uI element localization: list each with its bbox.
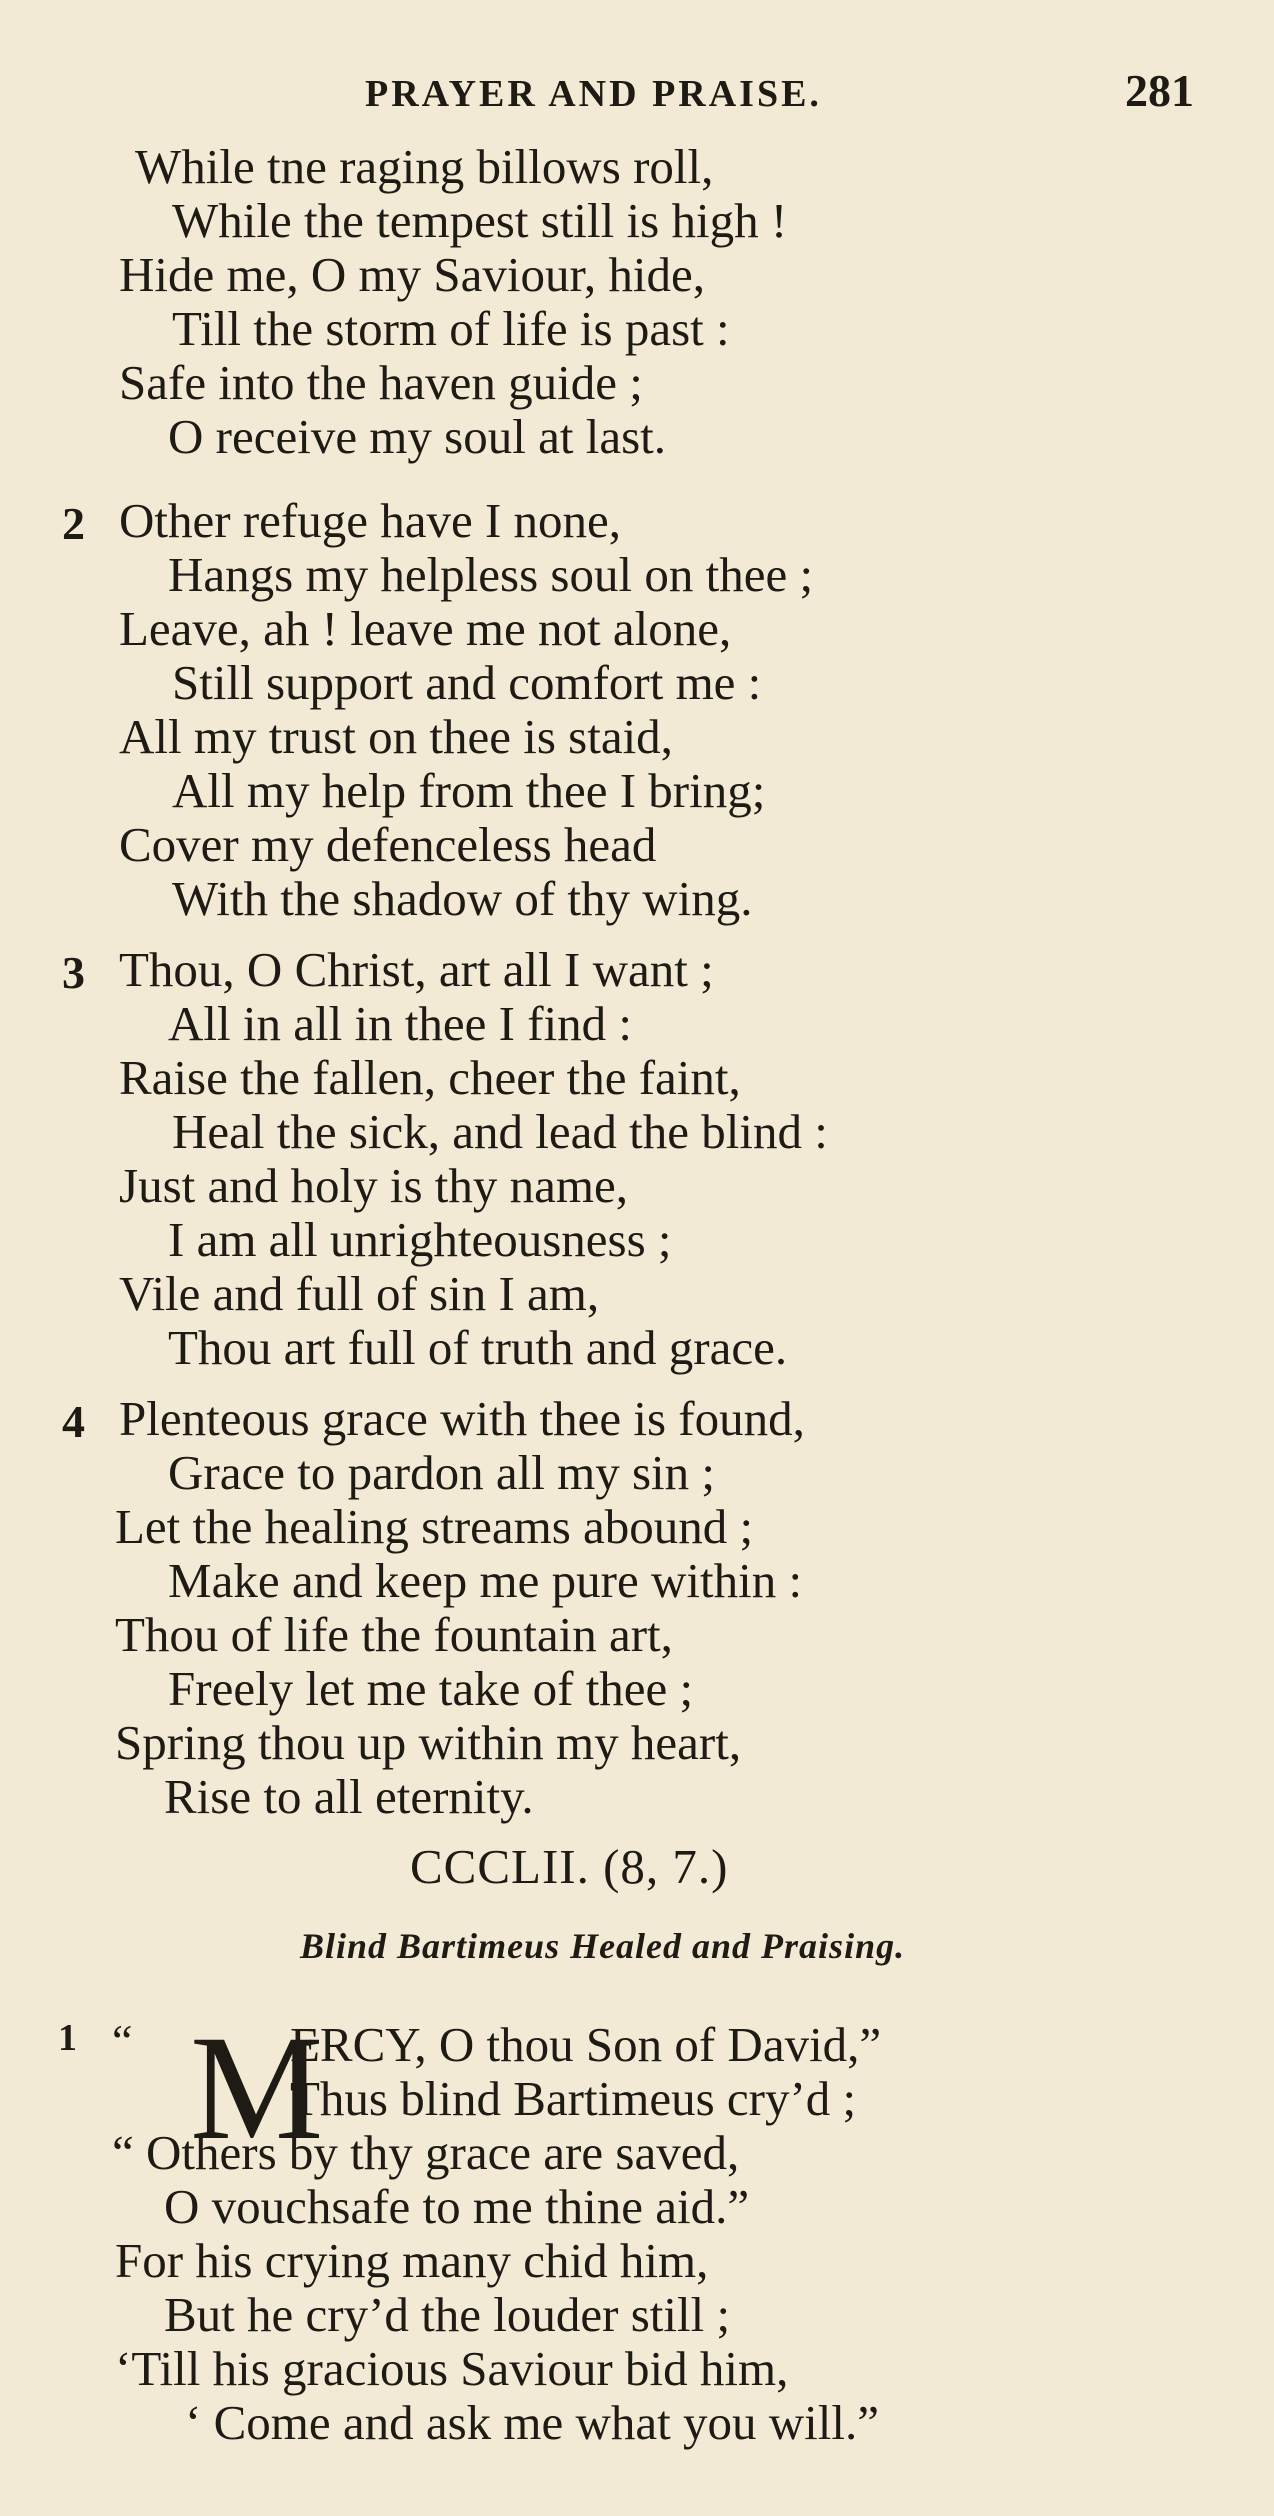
verse-line: Safe into the haven guide ; bbox=[119, 355, 643, 410]
page-header bbox=[0, 62, 1274, 122]
hymn-title: Blind Bartimeus Healed and Praising. bbox=[300, 1926, 906, 1966]
verse-line: ERCY, O thou Son of David,” bbox=[290, 2017, 882, 2072]
verse-line: Other refuge have I none, bbox=[119, 493, 622, 548]
stanza-number: 4 bbox=[62, 1396, 85, 1447]
verse-line: I am all unrighteousness ; bbox=[168, 1212, 672, 1267]
verse-line: Thus blind Bartimeus cry’d ; bbox=[290, 2071, 857, 2126]
verse-line: Heal the sick, and lead the blind : bbox=[172, 1104, 828, 1159]
verse-line: Rise to all eternity. bbox=[164, 1769, 534, 1824]
verse-line: Thou, O Christ, art all I want ; bbox=[119, 942, 714, 997]
verse-line: All my help from thee I bring; bbox=[172, 763, 766, 818]
verse-line: Hide me, O my Saviour, hide, bbox=[119, 247, 705, 302]
verse-line: With the shadow of thy wing. bbox=[172, 871, 753, 926]
verse-line: For his crying many chid him, bbox=[115, 2233, 709, 2288]
verse-line: Freely let me take of thee ; bbox=[168, 1661, 694, 1716]
verse-line: All my trust on thee is staid, bbox=[119, 709, 673, 764]
verse-line: Cover my defenceless head bbox=[119, 817, 657, 872]
verse-line: “ Others by thy grace are saved, bbox=[112, 2125, 740, 2180]
verse-line: All in all in thee I find : bbox=[168, 996, 633, 1051]
running-head: PRAYER AND PRAISE. bbox=[365, 73, 822, 115]
verse-line: ‘ Come and ask me what you will.” bbox=[185, 2395, 880, 2450]
verse-line: Grace to pardon all my sin ; bbox=[168, 1445, 716, 1500]
verse-line: Thou art full of truth and grace. bbox=[168, 1320, 788, 1375]
verse-line: Make and keep me pure within : bbox=[168, 1553, 803, 1608]
opening-quote: “ bbox=[112, 2015, 133, 2066]
verse-line: O receive my soul at last. bbox=[168, 409, 667, 464]
verse-line: Leave, ah ! leave me not alone, bbox=[119, 601, 732, 656]
verse-line: Plenteous grace with thee is found, bbox=[119, 1391, 805, 1446]
verse-line: Spring thou up within my heart, bbox=[115, 1715, 742, 1770]
verse-line: ‘Till his gracious Saviour bid him, bbox=[115, 2341, 789, 2396]
stanza-number: 1 bbox=[58, 2017, 77, 2059]
verse-line: O vouchsafe to me thine aid.” bbox=[164, 2179, 750, 2234]
verse-line: Thou of life the fountain art, bbox=[115, 1607, 673, 1662]
page-number: 281 bbox=[1125, 65, 1194, 116]
stanza-number: 3 bbox=[62, 947, 85, 998]
drop-cap: M bbox=[190, 2005, 324, 2171]
verse-line: Still support and comfort me : bbox=[172, 655, 762, 710]
hymn-number: CCCLII. (8, 7.) bbox=[410, 1839, 729, 1894]
verse-line: Just and holy is thy name, bbox=[119, 1158, 629, 1213]
verse-line: Let the healing streams abound ; bbox=[115, 1499, 754, 1554]
verse-line: Till the storm of life is past : bbox=[172, 301, 730, 356]
verse-line: While tne raging billows roll, bbox=[135, 139, 714, 194]
verse-line: While the tempest still is high ! bbox=[172, 193, 788, 248]
verse-line: Raise the fallen, cheer the faint, bbox=[119, 1050, 741, 1105]
stanza-number: 2 bbox=[62, 498, 85, 549]
verse-line: Vile and full of sin I am, bbox=[119, 1266, 600, 1321]
verse-line: But he cry’d the louder still ; bbox=[164, 2287, 731, 2342]
verse-line: Hangs my helpless soul on thee ; bbox=[168, 547, 814, 602]
